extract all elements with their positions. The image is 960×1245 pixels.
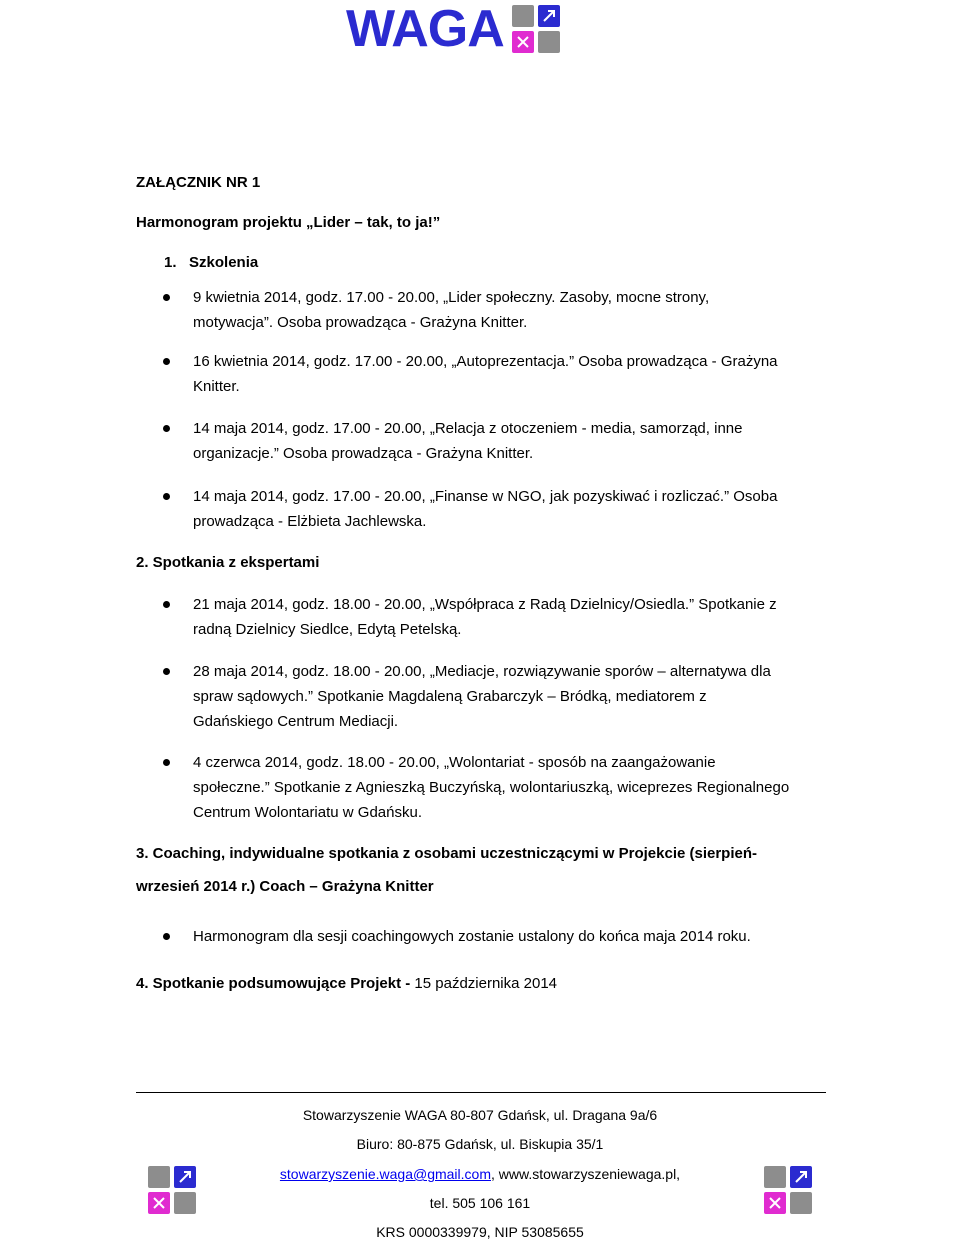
bullet-icon [163, 759, 170, 766]
logo-wordmark: WAGA [346, 0, 504, 58]
logo-mark-icon [512, 5, 560, 53]
bullet-icon [163, 933, 170, 940]
list-item: Harmonogram dla sesji coachingowych zostanie ustalony do końca maja 2014 roku. [193, 928, 751, 945]
section-4-label: 4. Spotkanie podsumowujące Projekt - [136, 975, 411, 992]
footer-web: , www.stowarzyszeniewaga.pl, [491, 1166, 681, 1182]
list-item: 14 maja 2014, godz. 17.00 - 20.00, „Relacja z otoczeniem - media, samorząd, inne organizacje.” Osoba prowadząca - Grażyna Knitter. [193, 420, 743, 462]
document-title: Harmonogram projektu „Lider – tak, to ja!” [136, 214, 441, 231]
footer-phone: tel. 505 106 161 [429, 1195, 531, 1211]
bullet-icon [163, 425, 170, 432]
section-1-heading [164, 250, 258, 275]
footer-logo-right-icon [764, 1166, 812, 1214]
bullet-icon [163, 493, 170, 500]
section-1-number: 1. [164, 254, 177, 271]
list-item: 9 kwietnia 2014, godz. 17.00 - 20.00, „Lider społeczny. Zasoby, mocne strony, motywacja”. Osoba prowadząca - Grażyna Knitter. [193, 289, 710, 331]
section-2-heading: 2. Spotkania z ekspertami [136, 554, 320, 571]
list-item: 4 czerwca 2014, godz. 18.00 - 20.00, „Wolontariat - sposób na zaangażowanie społeczne.” Spotkanie z Agnieszką Buczyńską, wolontariuszką, wiceprezes Regionalnego Centrum Wolontariatu w Gdańsku. [193, 754, 790, 821]
list-item: 21 maja 2014, godz. 18.00 - 20.00, „Współpraca z Radą Dzielnicy/Osiedla.” Spotkanie z radną Dzielnicy Siedlce, Edytą Petelską. [193, 596, 777, 638]
footer-divider [136, 1092, 826, 1093]
bullet-icon [163, 358, 170, 365]
footer-logo-left-icon [148, 1166, 196, 1214]
section-3-heading-line1: 3. Coaching, indywidualne spotkania z osobami uczestniczącymi w Projekcie (sierpień- [136, 845, 758, 862]
list-item: 28 maja 2014, godz. 18.00 - 20.00, „Mediacje, rozwiązywanie sporów – alternatywa dla spraw sądowych.” Spotkanie Magdaleną Grabarczyk – Bródką, mediatorem z Gdańskiego Centrum Mediacji. [193, 663, 771, 730]
section-4-date: 15 października 2014 [414, 975, 558, 992]
bullet-icon [163, 294, 170, 301]
footer-ids: KRS 0000339979, NIP 53085655 [376, 1224, 584, 1240]
section-3-heading-line2: wrzesień 2014 r.) Coach – Grażyna Knitter [136, 878, 434, 895]
list-item: 14 maja 2014, godz. 17.00 - 20.00, „Finanse w NGO, jak pozyskiwać i rozliczać.” Osoba prowadząca - Elżbieta Jachlewska. [193, 488, 778, 530]
annex-heading: ZAŁĄCZNIK NR 1 [136, 174, 261, 191]
list-item: 16 kwietnia 2014, godz. 17.00 - 20.00, „Autoprezentacja.” Osoba prowadząca - Grażyna Knitter. [193, 353, 778, 395]
bullet-icon [163, 601, 170, 608]
section-4-heading [136, 971, 557, 996]
waga-logo [346, 0, 560, 58]
footer-address: Stowarzyszenie WAGA 80-807 Gdańsk, ul. Dragana 9a/6 [302, 1107, 658, 1123]
section-1-label: Szkolenia [189, 254, 259, 271]
footer-email-link[interactable]: stowarzyszenie.waga@gmail.com [279, 1166, 491, 1182]
footer-contact [0, 1161, 960, 1187]
bullet-icon [163, 668, 170, 675]
footer-office: Biuro: 80-875 Gdańsk, ul. Biskupia 35/1 [356, 1136, 604, 1152]
